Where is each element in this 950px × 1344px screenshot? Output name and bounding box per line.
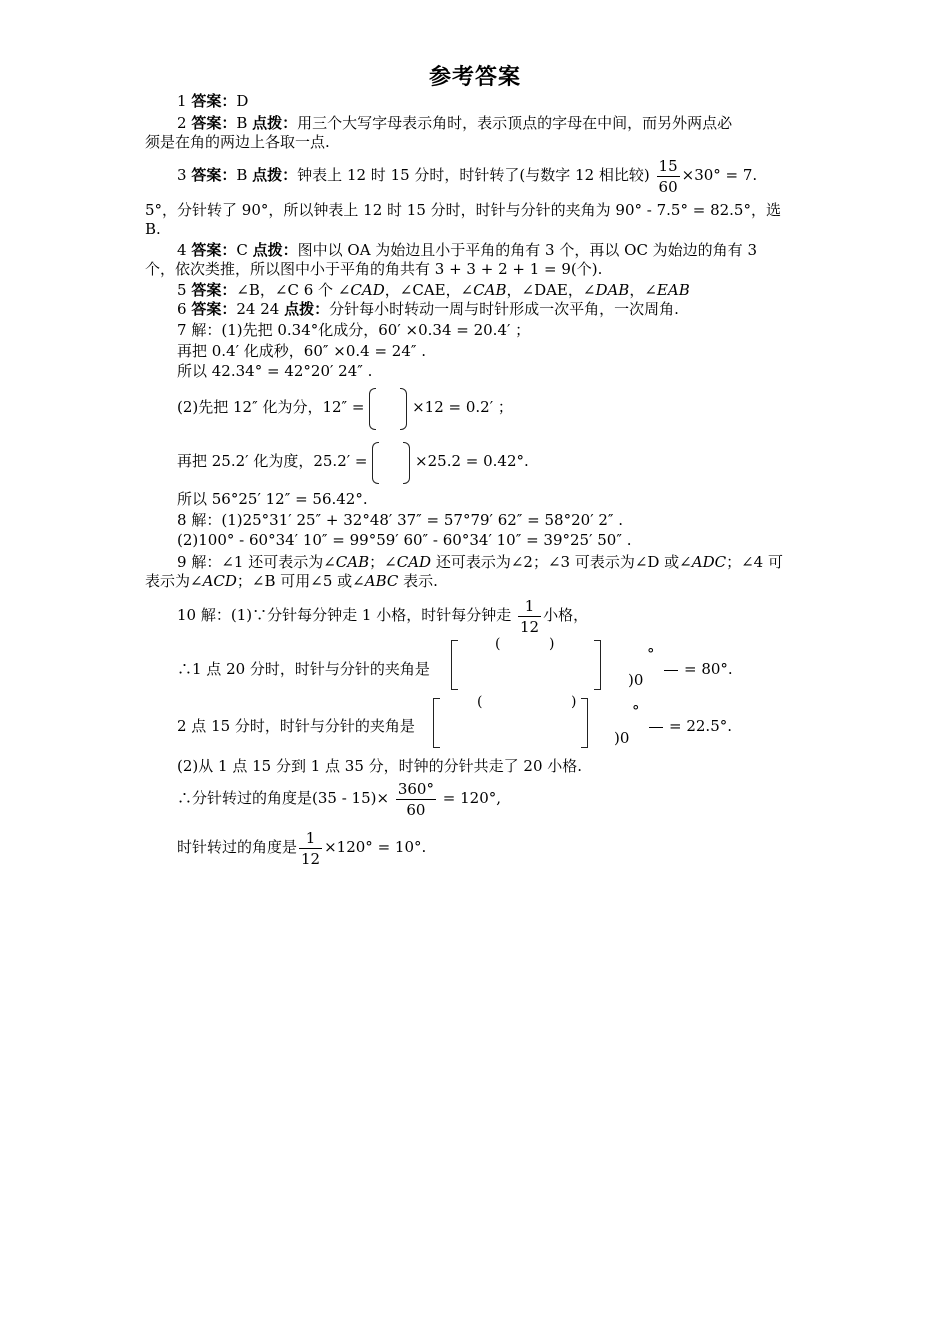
- solution-text: 再把 25.2′ 化为度，25.2′ =: [177, 452, 368, 470]
- q-number: 10: [177, 606, 197, 624]
- answer-2-cont: 须是在角的两边上各取一点.: [145, 133, 330, 151]
- solution-text: 表示为∠: [145, 572, 203, 590]
- solution-text: ×25.2 = 0.42°.: [415, 452, 529, 470]
- answer-3-end: B.: [145, 220, 161, 238]
- answer-7-line2: 再把 0.4′ 化成秒，60″ ×0.4 = 24″ .: [177, 342, 427, 360]
- blank-fraction: [372, 440, 410, 484]
- fraction: [396, 779, 436, 820]
- fraction: [657, 156, 680, 197]
- solution-text: = 120°,: [442, 789, 502, 807]
- angle-name: ABC: [364, 572, 399, 590]
- left-bracket: [433, 698, 440, 748]
- solution-text: 还可表示为∠2；∠3 可表示为∠D 或∠: [431, 553, 692, 571]
- answer-4-cont: 个，依次类推，所以图中小于平角的角共有 3 + 3 + 2 + 1 = 9(个).: [145, 260, 603, 278]
- fraction: [299, 828, 322, 869]
- solution-text: ∠1 还可表示为∠: [221, 553, 336, 571]
- answer-10: [177, 592, 588, 638]
- answer-label: 答案：: [191, 92, 237, 110]
- answer-10-line5: [177, 775, 501, 821]
- q-number: 2: [177, 114, 187, 132]
- left-bracket: [451, 640, 458, 690]
- answer-10-line4: (2)从 1 点 15 分到 1 点 35 分，时钟的分针共走了 20 小格.: [177, 757, 583, 775]
- answer-label: 答案：: [191, 300, 237, 318]
- hint-text: 分针每小时转动一周与时针形成一次平角，一次周角.: [329, 300, 679, 318]
- separator: ，∠: [629, 281, 657, 299]
- q-number: 7: [177, 321, 187, 339]
- solution-text: 表示.: [398, 572, 438, 590]
- answer-10-line3: 2 点 15 分时，时针与分针的夹角是: [177, 717, 415, 735]
- paren-fragment: (: [495, 636, 501, 652]
- solution-text: ；∠: [369, 553, 397, 571]
- frac-numerator: 1: [518, 596, 541, 617]
- answer-10-line2: ∴1 点 20 分时，时针与分针的夹角是: [177, 660, 430, 678]
- solution-text: (1)∵分针每分钟走 1 小格，时针每分钟走: [230, 606, 512, 624]
- solution-text: (1)25°31′ 25″ + 32°48′ 37″ = 57°79′ 62″ = 58°20′ 2″ .: [221, 511, 624, 529]
- hint-label: 点拨：: [252, 114, 298, 132]
- hint-text: 图中以 OA 为始边且小于平角的角有 3 个，再以 OC 为始边的角有 3: [297, 241, 757, 259]
- answer-9-line2: [145, 572, 438, 590]
- paren-fragment: (: [477, 694, 483, 710]
- angle-name: DAB: [595, 281, 630, 299]
- right-bracket: [594, 640, 601, 690]
- q-number: 8: [177, 511, 187, 529]
- right-bracket: [581, 698, 588, 748]
- frac-numerator: 360°: [397, 779, 434, 798]
- result-value: = 22.5°.: [669, 717, 733, 735]
- answer-7-line5: [177, 439, 529, 484]
- result-text: [649, 717, 732, 735]
- angle-name: EAB: [656, 281, 690, 299]
- answer-7: [177, 321, 530, 339]
- solution-label: 解：: [191, 553, 222, 571]
- degree-mark: °: [647, 645, 655, 663]
- answer-label: 答案：: [191, 166, 237, 184]
- denominator-fragment: )0: [614, 729, 630, 747]
- solution-text: ；∠4 可: [726, 553, 783, 571]
- frac-numerator: 15: [658, 156, 678, 175]
- angle-name: ADC: [691, 553, 727, 571]
- right-paren: [400, 388, 407, 430]
- paren-fragment: ): [571, 694, 577, 710]
- answer-8-line2: (2)100° - 60°34′ 10″ = 99°59′ 60″ - 60°34′ 10″ = 39°25′ 50″ .: [177, 531, 632, 549]
- result-text: [664, 660, 733, 678]
- blank-fraction: [369, 386, 407, 430]
- solution-text: ×12 = 0.2′ ；: [412, 398, 513, 416]
- answer-label: 答案：: [191, 114, 237, 132]
- hint-text: ×30° = 7.: [681, 166, 758, 184]
- solution-text: ×120° = 10°.: [324, 838, 427, 856]
- paren-fragment: ): [549, 636, 555, 652]
- answer-9: [177, 553, 783, 571]
- answer-1: [177, 92, 248, 110]
- answer-7-line6: 所以 56°25′ 12″ = 56.42°.: [177, 490, 368, 508]
- q-number: 5: [177, 281, 187, 299]
- left-paren: [369, 388, 376, 430]
- answer-2: [177, 114, 732, 132]
- q-number: 4: [177, 241, 187, 259]
- bracket-formula-2: [433, 694, 588, 748]
- answer-8: [177, 511, 623, 529]
- angle-name: CAB: [473, 281, 507, 299]
- answer-7-line3: 所以 42.34° = 42°20′ 24″ .: [177, 362, 373, 380]
- answer-4: [177, 241, 757, 259]
- result-value: = 80°.: [684, 660, 733, 678]
- fraction-bar: [649, 727, 663, 728]
- answer-value: B: [236, 114, 248, 132]
- bracket-formula-1: [451, 636, 601, 690]
- answer-value: ∠B，∠C 6 个 ∠: [236, 281, 351, 299]
- answer-label: 答案：: [191, 281, 237, 299]
- frac-denominator: 60: [658, 177, 678, 196]
- answer-value: D: [236, 92, 249, 110]
- angle-name: CAD: [350, 281, 385, 299]
- answer-7-line4: [177, 385, 513, 430]
- angle-name: CAB: [335, 553, 370, 571]
- q-number: 9: [177, 553, 187, 571]
- answer-label: 答案：: [191, 241, 237, 259]
- solution-label: 解：: [191, 321, 222, 339]
- hint-label: 点拨：: [252, 166, 298, 184]
- solution-label: 解：: [191, 511, 222, 529]
- hint-text: 钟表上 12 时 15 分时，时针转了(与数字 12 相比较): [297, 166, 650, 184]
- hint-label: 点拨：: [252, 241, 298, 259]
- answer-3-cont: 5°，分针转了 90°，所以钟表上 12 时 15 分时，时针与分针的夹角为 90° - 7.5° = 82.5°，选: [145, 201, 781, 219]
- fraction-bar: [664, 670, 678, 671]
- solution-text: ；∠B 可用∠5 或∠: [236, 572, 365, 590]
- solution-text: 时针转过的角度是: [177, 838, 298, 856]
- hint-label: 点拨：: [284, 300, 330, 318]
- left-paren: [372, 442, 379, 484]
- answer-5: [177, 281, 690, 299]
- q-number: 3: [177, 166, 187, 184]
- right-paren: [403, 442, 410, 484]
- q-number: 6: [177, 300, 187, 318]
- answer-10-line6: [177, 824, 426, 870]
- q-number: 1: [177, 92, 187, 110]
- frac-denominator: 12: [301, 849, 321, 868]
- solution-text: ∴分针转过的角度是(35 - 15)×: [177, 789, 390, 807]
- angle-name: ACD: [202, 572, 237, 590]
- denominator-fragment: )0: [628, 671, 644, 689]
- answer-value: C: [236, 241, 248, 259]
- frac-denominator: 12: [520, 617, 540, 636]
- hint-text: 用三个大写字母表示角时，表示顶点的字母在中间，而另外两点必: [297, 114, 733, 132]
- degree-mark: °: [632, 702, 640, 720]
- frac-numerator: 1: [299, 828, 322, 849]
- fraction: [518, 596, 541, 637]
- solution-text: (2)先把 12″ 化为分，12″ =: [177, 398, 365, 416]
- frac-denominator: 60: [406, 800, 426, 819]
- answer-value: B: [236, 166, 248, 184]
- solution-label: 解：: [200, 606, 231, 624]
- angle-name: CAD: [396, 553, 432, 571]
- answer-value: 24 24: [236, 300, 280, 318]
- solution-text: (1)先把 0.34°化成分，60′ ×0.34 = 20.4′ ；: [221, 321, 531, 339]
- answer-6: [177, 300, 679, 318]
- separator: ，∠CAE，∠: [384, 281, 474, 299]
- answer-3: [177, 153, 757, 197]
- page-title: 参考答案: [428, 65, 521, 90]
- separator: ，∠DAE，∠: [506, 281, 596, 299]
- solution-text: 小格，: [543, 606, 589, 624]
